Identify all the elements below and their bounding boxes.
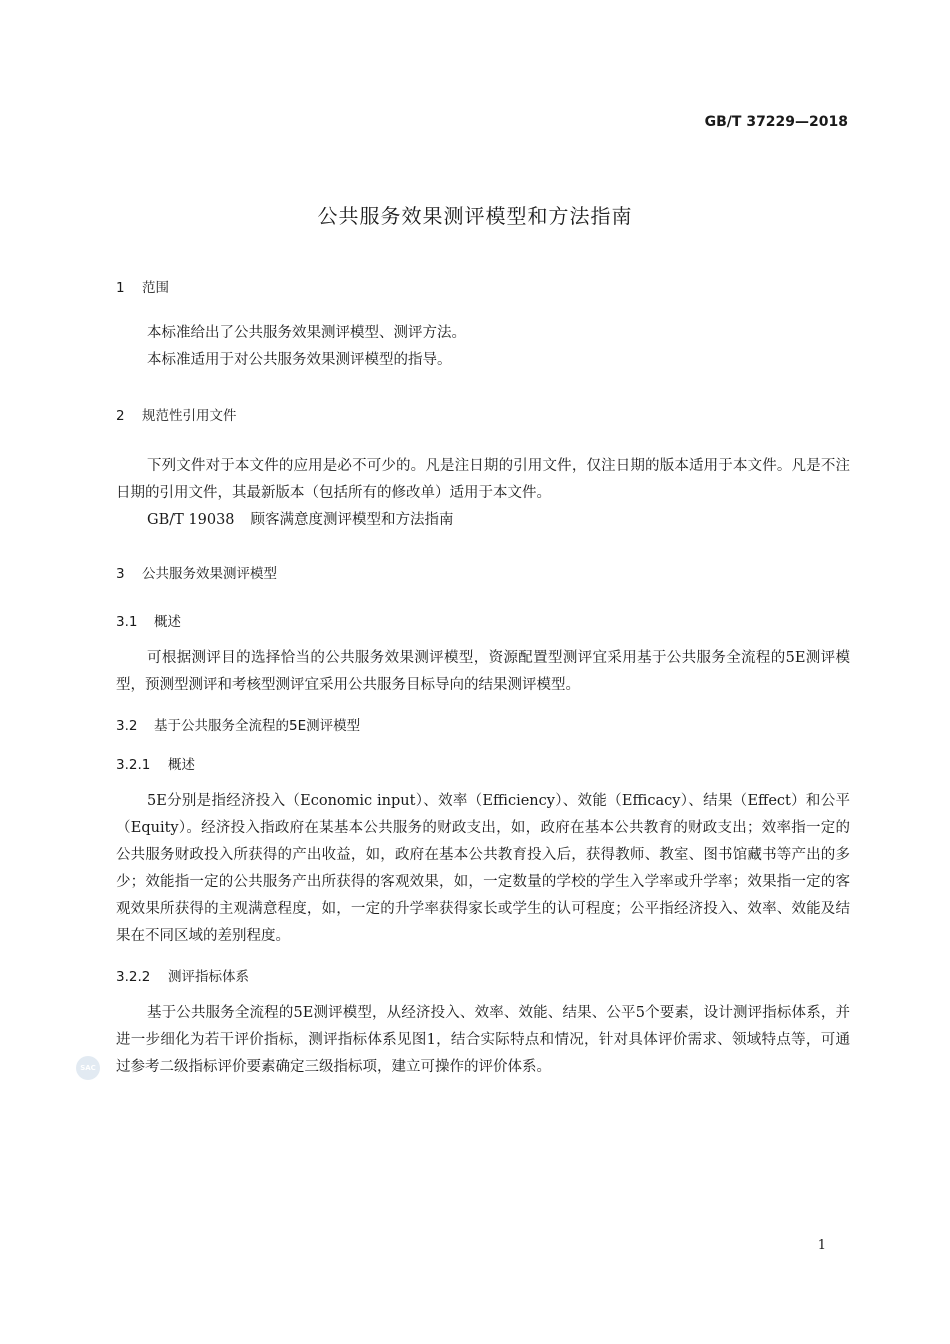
section-title: 范围 — [142, 280, 169, 296]
paragraph: 基于公共服务全流程的5E测评模型，从经济投入、效率、效能、结果、公平5个要素，设计测评指标体系，并进一步细化为若干评价指标，测评指标体系见图1，结合实际特点和情况，针对具体评价需求、领域特点等，可通过参考二级指标评价要素确定三级指标项，建立可操作的评价体系。 — [116, 1005, 850, 1075]
section-number: 3.2 — [116, 718, 138, 734]
paragraph: 5E分别是指经济投入（Economic input）、效率（Efficiency）、效能（Efficacy）、结果（Effect）和公平（Equity）。经济投入指政府在某基本公共服务的财政支出，如，政府在基本公共教育的财政支出；效率指一定的公共服务财政投入所获得的产出收益，如，政府在基本公共教育投入后，获得教师、教室、图书馆藏书等产出的多少；效能指一定的公共服务产出所获得的客观效果，如，一定数量的学校的学生入学率或升学率；效果指一定的客观效果所获得的主观满意程度，如，一定的升学率获得家长或学生的认可程度；公平指经济投入、效率、效能及结果在不同区域的差别程度。 — [116, 793, 850, 944]
document-title: 公共服务效果测评模型和方法指南 — [317, 204, 633, 228]
section-number: 1 — [116, 280, 125, 296]
section-title: 基于公共服务全流程的5E测评模型 — [154, 718, 361, 734]
section-title: 测评指标体系 — [168, 969, 249, 985]
section-title: 概述 — [168, 757, 195, 773]
section-heading-2 — [116, 404, 237, 424]
section-number: 3.2.2 — [116, 969, 151, 985]
paragraph: 下列文件对于本文件的应用是必不可少的。凡是注日期的引用文件，仅注日期的版本适用于本文件。凡是不注日期的引用文件，其最新版本（包括所有的修改单）适用于本文件。 — [116, 458, 850, 501]
subsection-heading-3-1 — [116, 610, 181, 630]
subsection-heading-3-2-2 — [116, 965, 249, 985]
subsection-heading-3-2-1 — [116, 753, 195, 773]
section-title: 规范性引用文件 — [142, 408, 237, 424]
section-number: 3.2.1 — [116, 757, 151, 773]
paragraph: 本标准给出了公共服务效果测评模型、测评方法。 — [147, 325, 466, 341]
standard-code: GB/T 37229—2018 — [704, 114, 848, 130]
paragraph: 可根据测评目的选择恰当的公共服务效果测评模型，资源配置型测评宜采用基于公共服务全流程的5E测评模型，预测型测评和考核型测评宜采用公共服务目标导向的结果测评模型。 — [116, 650, 850, 693]
reference-title: 顾客满意度测评模型和方法指南 — [250, 512, 454, 528]
sac-watermark-logo: SAC — [76, 1056, 100, 1080]
subsection-heading-3-2 — [116, 714, 360, 734]
section-number: 3 — [116, 566, 125, 582]
section-title: 概述 — [154, 614, 181, 630]
section-heading-1 — [116, 276, 169, 296]
normative-reference — [116, 507, 850, 534]
section-title: 公共服务效果测评模型 — [142, 566, 277, 582]
section-heading-3 — [116, 562, 277, 582]
section-number: 3.1 — [116, 614, 138, 630]
reference-code: GB/T 19038 — [147, 512, 235, 528]
page-number: 1 — [817, 1238, 826, 1253]
paragraph: 本标准适用于对公共服务效果测评模型的指导。 — [147, 352, 452, 368]
section-number: 2 — [116, 408, 125, 424]
